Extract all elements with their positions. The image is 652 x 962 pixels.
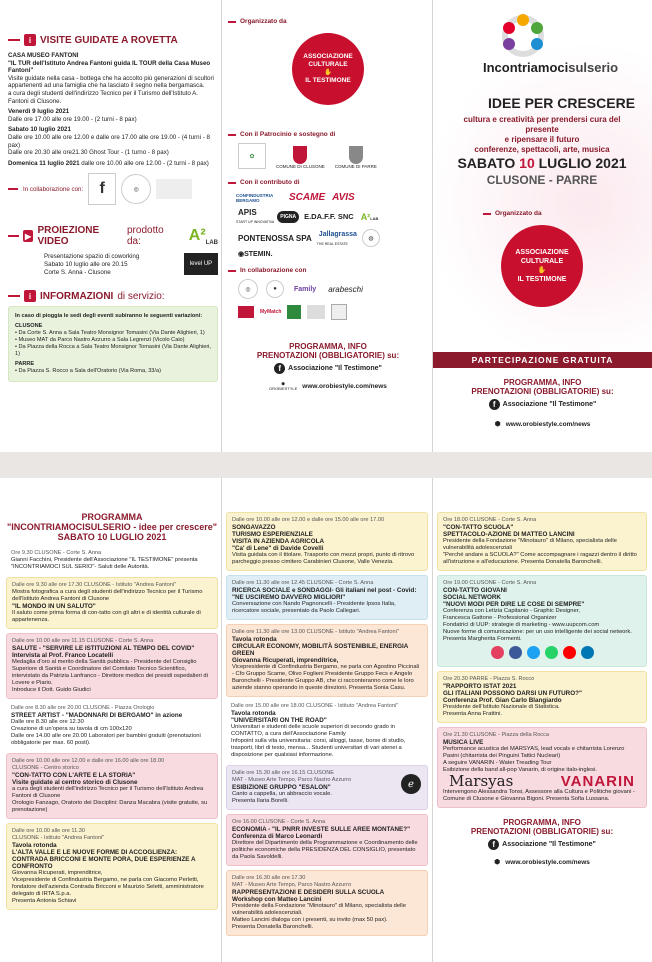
accent-bar (228, 134, 236, 136)
visits-day1: Venerdì 9 luglio 2021 (8, 108, 70, 116)
collab-logos (238, 279, 428, 299)
event-heading: ESIBIZIONE GRUPPO "ESALON" (232, 784, 331, 791)
event-heading: TURISMO ESPERIENZIALE (232, 531, 313, 538)
visits-place: CASA MUSEO FANTONI (8, 52, 79, 59)
cover-places: CLUSONE - PARRE (486, 173, 598, 187)
program-title-1: PROGRAMMA (81, 512, 143, 522)
event-heading: "CON-TATTO CON L'ARTE E LA STORIA" (12, 772, 136, 779)
sponsor-jallagrassa (317, 229, 359, 247)
cover-sub2: e ripensare il futuro (504, 135, 580, 144)
event-heading: Giovanna Ricuperati, imprenditrice, (232, 657, 339, 664)
accent-bar (8, 188, 18, 190)
comune-parre-label: COMUNE DI PARRE (334, 164, 377, 169)
orobie-icon: ⬢ (494, 859, 501, 866)
event-text: Presidente della Fondazione "Minotauro" di Milano, specialista delle vulnerabilità adolescenziali. (232, 903, 406, 916)
parre-crest-icon (349, 146, 363, 164)
info-clusone: CLUSONE (15, 323, 43, 330)
event-heading: RAPPRESENTAZIONI E DESIDERI SULLA SCUOLA (232, 889, 385, 896)
event-text: a cura degli studenti dell'indirizzo Tecnico per il Turismo dell'Istituto Andrea Fantoni di Clusone (12, 786, 204, 799)
program-list-2 (226, 512, 428, 936)
event-time: Dalle ore 11.30 alle ore 12.45 CLUSONE - Corte S. Anna (232, 580, 374, 586)
event-music-live (437, 727, 647, 808)
facebook-icon: f (489, 399, 500, 410)
event-heading: CON-TATTO GIOVANI (443, 587, 507, 594)
fold-line (221, 478, 222, 962)
region-logo: ✿ (238, 143, 266, 169)
accent-bar (8, 295, 20, 297)
event-workshop (226, 870, 428, 936)
event-text: Mostra fotografica a cura degli studenti dell'indirizzo Tecnico per il Turismo dell'Istituto Andrea Fantoni di Clusone (12, 589, 203, 602)
twitter-icon (527, 646, 540, 659)
event-heading: Intervista al Prof. Franco Locatelli (12, 652, 114, 659)
event-text: Esibizione della band all-pop Vanarin, di origine italo-inglesi. (443, 767, 597, 773)
event-time: Ore 9.30 CLUSONE - Corte S. Anna (11, 550, 102, 556)
program-list-3 (437, 512, 647, 808)
patronage-label: Con il Patrocinio e sostegno di (240, 131, 336, 138)
event-text: Il saluto come prima forma di con-tatto con gli altri e di identità culturale di appartenenza. (12, 610, 201, 623)
event-photo-exhibit (6, 577, 218, 629)
mid-fb (228, 363, 428, 374)
right-booking (437, 818, 647, 866)
a2-lab-logo: $A^2_{LAB}$ (188, 226, 218, 246)
info-box (8, 306, 218, 382)
instagram-icon (491, 646, 504, 659)
event-time: Dalle ore 10.00 alle ore 11.30 (12, 828, 85, 834)
event-time: Dalle ore 10.00 alle ore 12.00 e dalle ore 15.00 alle ore 17.00 (232, 517, 385, 523)
program-column-3 (437, 478, 647, 962)
event-contatto-scuola (437, 512, 647, 571)
event-text: A seguire VANARIN - Water Treading Tour (443, 760, 552, 766)
info-intro: In caso di pioggia le sedi degli eventi subiranno le seguenti variazioni: (15, 313, 203, 320)
event-pnrr (226, 814, 428, 866)
event-text: Performance acustica dei MARSYAS, lead vocals e chitarrista Lorenzo Pasini (chitarrista dei Pinguini Tattici Nucleari) (443, 746, 625, 759)
event-heading: ECONOMIA - "IL PNRR INVESTE SULLE AREE MONTANE?" (232, 826, 411, 833)
sponsor-stemin: ◉STEMIN. (238, 251, 273, 258)
event-hospitality (6, 823, 218, 910)
cover-sub1: cultura e creatività per prendersi cura del presente (463, 115, 621, 134)
org-label: Organizzato da (240, 18, 287, 25)
event-heading: MUSICA LIVE (443, 739, 484, 746)
event-text: Dalle ore 14.00 alle ore 20.00 Laboratori per bambini gratuiti (prenotazioni obbligatorie per max. 60 posti). (11, 733, 201, 746)
mid-url-row (228, 381, 428, 391)
event-text: Dalle ore 8.30 alle ore 12.30 (11, 719, 84, 725)
brand-name (483, 60, 618, 75)
collab-mymatch: MyMatch (260, 309, 282, 315)
brand-ring-icon (493, 10, 553, 60)
assoc-top: ASSOCIAZIONE CULTURALE (303, 53, 353, 68)
visits-day3-time: dalle ore 10.00 alle ore 12.00 - (2 turni - 8 pax) (81, 159, 209, 167)
event-istat (437, 671, 647, 723)
accent-bar (8, 235, 19, 237)
event-text: Vicepresidente di Confindustria Bergamo, ne parla con Giacomo Perletti, fondatore dell'azienda Contrada Bricconi e Maurizio Seletti, amministratore delegato di IRTA S.p.a. (12, 877, 204, 897)
visits-title: VISITE GUIDATE A ROVETTA (40, 34, 178, 46)
sponsor-a2lab: A²LAB (360, 211, 379, 222)
cover-url[interactable]: www.orobiestyle.com/news (505, 420, 591, 428)
cover-fb (433, 399, 652, 410)
assoc-bottom: IL TESTIMONE (305, 77, 351, 84)
mid-url[interactable]: www.orobiestyle.com/news (302, 382, 387, 390)
event-opening (6, 548, 218, 573)
collab-logo-d (331, 304, 347, 320)
info-clusone-1: • Da Corte S. Anna a Sala Teatro Monsignor Tomasini (Via Dante Alighieri, 1) (15, 330, 205, 337)
cover-sub3: conferenze, spettacoli, arte, musica (474, 145, 610, 154)
cover-url-row (433, 420, 652, 428)
collab-family: Family (294, 285, 317, 293)
info-title: INFORMAZIONI (40, 290, 114, 302)
video-body (8, 253, 218, 276)
event-heading: SOCIAL NETWORK (443, 594, 501, 601)
video-line3: Corte S. Anna - Clusone (44, 268, 111, 276)
info-clusone-3: • Da Piazza della Rocca a Sala Teatro Monsignor Tomasini (Via Dante Alighieri, 1) (15, 344, 211, 358)
event-circular-economy (226, 624, 428, 697)
event-research (226, 575, 428, 620)
event-heading: STREET ARTIST - "MADONNARI DI BERGAMO" in azione (11, 712, 183, 719)
event-text: Presidente della Fondazione "Minotauro" di Milano, specialista delle vulnerabilità adolescenziali (443, 538, 617, 551)
program-title-3: SABATO 10 LUGLIO 2021 (57, 532, 167, 542)
collab-logo-a (238, 306, 254, 318)
sponsor-avis: AVIS (332, 192, 355, 203)
event-time: Dalle ore 15.00 alle ore 18.00 CLUSONE - Istituto "Andrea Fantoni" (231, 703, 399, 709)
il-testimone-logo (292, 33, 364, 105)
event-time: Dalle ore 8.30 alle ore 20.00 CLUSONE - Piazza Orologio (11, 705, 155, 711)
mid-fb-label[interactable]: Associazione "Il Testimone" (288, 365, 382, 372)
visits-body (8, 52, 218, 167)
accent-bar (483, 213, 491, 215)
event-text: Francesca Gattone - Professional Organizer (443, 615, 557, 621)
collab-arabeschi: arabeschi (328, 284, 363, 294)
cover-tagline (488, 95, 635, 111)
event-heading: "CON-TATTO SCUOLA" (443, 524, 514, 531)
right-pren: PRENOTAZIONI (OBBLIGATORIE) su: (470, 827, 614, 836)
fold-line (221, 0, 222, 452)
visits-day2-ghost: Dalle ore 20.30 alle ore21.30 Ghost Tour - (1 turno - 8 pax) (8, 149, 169, 157)
event-text: Presenta Ilaria Borelli. (232, 798, 289, 804)
brand-name-2: sulserio (568, 60, 619, 75)
a2-lab-label: LAB (205, 239, 218, 246)
contrib-header (228, 179, 428, 186)
orobie-logo: ⬢ OROBIESTYLE (269, 381, 298, 391)
collab-seal-logo: ◎ (238, 279, 258, 299)
sponsor-logos-4 (236, 249, 428, 259)
event-time: Dalle ore 10.00 alle ore 11.15 CLUSONE - Corte S. Anna (12, 638, 154, 644)
video-header (8, 225, 218, 247)
social-icons (443, 646, 641, 659)
cover-assoc-top: ASSOCIAZIONE CULTURALE (515, 249, 569, 265)
accent-bar (228, 270, 236, 272)
sponsor-logos-2 (236, 208, 428, 225)
cover-subtitle (447, 115, 637, 155)
event-text: "Perché andare a SCUOLA?" Come accompagnare i ragazzi dentro il diritto all'istruzione e all'educazione. Presenta Donatella Baronchelli. (443, 552, 637, 565)
event-time: Dalle ore 11.30 alle ore 13.00 CLUSONE - Istituto "Andrea Fantoni" (232, 629, 399, 635)
cover-fb-label[interactable]: Associazione "Il Testimone" (502, 401, 597, 408)
video-line2: Sabato 10 luglio alle ore 20.15 (44, 260, 128, 268)
event-time: Ore 19.00 CLUSONE - Corte S. Anna (443, 580, 537, 586)
event-heading: "RAPPORTO ISTAT 2021 (443, 683, 517, 690)
facebook-icon (509, 646, 522, 659)
cover-booking (433, 378, 652, 428)
event-text: Visita guidata con il titolare. Trasporto con mezzi propri, punto di ritrovo parcheggio presso cimitero Carabinieri Clusone, Valle Venezia. (232, 552, 415, 565)
brochure-outside (0, 0, 652, 452)
facebook-icon: f (274, 363, 285, 374)
event-esalon (226, 765, 428, 810)
museum-caption-graphic (156, 179, 192, 199)
visits-day2: Sabato 10 luglio 2021 (8, 126, 71, 134)
a2lab-label: LAB (370, 215, 379, 221)
collab-label: In collaborazione con (240, 267, 307, 274)
event-guided-tour (6, 753, 218, 819)
event-heading: Tavola rotonda (231, 710, 276, 717)
sponsors-column (228, 0, 428, 452)
apis-sub: START UP INNOVATIVA (236, 220, 275, 224)
mid-booking (228, 342, 428, 391)
event-heading: SONGAVAZZO (232, 524, 276, 531)
program-column-1 (6, 478, 218, 962)
visits-day2-time: Dalle ore 10.00 alle ore 12.00 e dalle ore 17.00 alle ore 19.00 - (4 turni - 8 pax) (8, 133, 210, 149)
event-text: Conferenza con Letizia Capitanio - Graphic Designer, (443, 608, 580, 614)
video-line1: Presentazione spazio di coworking (44, 253, 140, 261)
clusone-crest-icon (293, 146, 307, 164)
visits-day1-time: Dalle ore 17.00 alle ore 19.00 - (2 turni - 8 pax) (8, 115, 137, 123)
date-post: LUGLIO 2021 (538, 155, 627, 171)
event-text: Introduce il Dott. Guido Giudici (12, 687, 91, 693)
event-heading: Tavola rotonda (232, 636, 277, 643)
event-heading: "IL MONDO IN UN SALUTO" (12, 603, 96, 610)
video-title: PROIEZIONE VIDEO (37, 225, 100, 248)
cover-testimone-text: ASSOCIAZIONE CULTURALE ✋ IL TESTIMONE (501, 248, 583, 284)
event-time: Dalle ore 9.30 alle ore 17.30 CLUSONE - Istituto "Andrea Fantoni" (12, 582, 177, 588)
sponsor-circle-logo: ◍ (362, 229, 380, 247)
event-heading: GLI ITALIANI POSSONO DARSI UN FUTURO?" (443, 690, 582, 697)
event-farm-visit (226, 512, 428, 571)
date-day: 10 (519, 155, 535, 171)
event-time: Ore 20.30 PARRE - Piazza S. Rocco (443, 676, 535, 682)
event-text: Presenta Donatella Baronchelli. (232, 924, 314, 930)
sponsor-scame: SCAME (289, 192, 326, 203)
right-fb (437, 839, 647, 850)
collab-logos-2 (238, 304, 428, 320)
event-heading: "UNIVERSITARI ON THE ROAD" (231, 717, 327, 724)
fold-line (432, 478, 433, 962)
visits-collab-label: In collaborazione con: (23, 185, 84, 193)
date-pre: SABATO (457, 155, 516, 171)
event-heading: VISITA IN AZIENDA AGRICOLA (232, 538, 325, 545)
event-street-art (6, 703, 218, 749)
event-time: CLUSONE - Istituto "Andrea Fantoni" (12, 835, 105, 841)
visits-day3: Domenica 11 luglio 2021 (8, 159, 80, 167)
il-testimone-logo-text: ASSOCIAZIONE CULTURALE ✋ IL TESTIMONE (292, 53, 364, 85)
brand-logo-graphic (493, 10, 553, 60)
sponsor-logos-3 (236, 229, 428, 247)
cover-pren: PRENOTAZIONI (OBBLIGATORIE) su: (471, 387, 614, 396)
event-heading: L'ALTA VALLE E LE NUOVE FORME DI ACCOGLIENZA: CONTRADA BRICCONI E MONTE PORA, DUE ESPERIENZE A CONFRONTO (12, 849, 196, 870)
jallagrassa-sub: THE REAL ESTATE (316, 242, 348, 246)
event-text: Fondatrici di UUP: strategie di marketing - www.uupcom.com (443, 622, 600, 628)
visits-desc2: a cura degli studenti dell'indirizzo Tecnico per il Turismo dell'Istituto A. Fantoni di Clusone. (8, 89, 199, 105)
event-heading: SALUTE - "SERVIRE LE ISTITUZIONI AL TEMPO DEL COVID" (12, 645, 195, 652)
brochure-inside (0, 478, 652, 962)
event-giovani (437, 575, 647, 667)
event-text: Canto a cappella, un abbraccio vocale. (232, 791, 332, 797)
event-text: Medaglia d'oro al merito della Sanità pubblica - Presidente del Consiglio Superiore di Sanità e Coordinatore del Comitato Tecnico Scientifico, intervistato da Patrizia Lanfranco - Direttore medico dei presidi ospedalieri di Lovere e Piario. (12, 659, 208, 686)
mid-pren: PRENOTAZIONI (OBBLIGATORIE) su: (256, 351, 400, 360)
cover-org-label: Organizzato da (495, 210, 542, 217)
brand-name-1: Incontriamoci (483, 60, 569, 75)
event-heading: SPETTACOLO-AZIONE DI MATTEO LANCINI (443, 531, 575, 538)
event-text: Direttore del Dipartimento della Programmazione e Coordinamento delle politiche economiche della PRESIDENZA DEL CONSIGLIO, presentato da Paola Savoldelli. (232, 840, 418, 860)
event-heading: "Ca' di Lene" di Davide Covelli (232, 545, 324, 552)
comune-clusone-label: COMUNE DI CLUSONE (276, 164, 325, 169)
collab-round-logo: ● (266, 280, 284, 298)
event-time: Dalle ore 10.00 alle ore 12.00 e dalle ore 16.00 alle ore 18.00 (12, 758, 165, 764)
event-text: Creazione di un'opera su tavola di cm 100x120 (11, 726, 132, 732)
event-text: Nuove forme di comunicazione: per un uso intelligente dei social network. Presenta Margherita Formenti. (443, 629, 632, 642)
whatsapp-icon (545, 646, 558, 659)
event-health (6, 633, 218, 699)
event-heading: Tavola rotonda (12, 842, 57, 849)
event-text: Presenta Antonia Schiavi (12, 898, 77, 904)
event-heading: Workshop con Matteo Lancini (232, 896, 322, 903)
program-title-2: "INCONTRIAMOCISULSERIO - idee per crescere" (6, 522, 218, 532)
apis-name: APIS (238, 208, 257, 217)
cover-column (433, 0, 652, 452)
cover-testimone-logo (501, 225, 583, 307)
contrib-label: Con il contributo di (240, 179, 300, 186)
right-url[interactable]: www.orobiestyle.com/news (505, 858, 590, 866)
visits-collab (8, 173, 218, 205)
visits-tur: "IL TUR dell'Istituto Andrea Fantoni guida IL TOUR della Casa Museo Fantoni" (8, 59, 211, 75)
event-text: Orologio Fanzago, Oratorio dei Disciplini: Danza Macabra (visite gratuite, su prenotazione) (12, 800, 208, 813)
page-separator (0, 452, 652, 478)
collab-logo-b (287, 305, 301, 319)
visits-header (8, 34, 218, 46)
event-text: Matteo Lancini dialoga con i presenti, su invito (max 50 pax). (232, 917, 388, 923)
event-heading: Conferenza di Marco Leonardi (232, 833, 323, 840)
patronage-header (228, 131, 428, 138)
visits-column (8, 0, 218, 452)
museum-logo: ◎ (121, 174, 151, 204)
info-header (8, 290, 218, 302)
event-time: MAT - Museo Arte Tempo, Parco Nastro Azzurro (232, 882, 352, 888)
levelup-logo: level UP (184, 253, 218, 275)
program-column-2 (226, 478, 428, 962)
sponsor-pigna: PIGNA (277, 211, 299, 223)
event-heading: RICERCA SOCIALE e SONDAGGI- Gli italiani nel post - Covid: "NE USCIREMO DAVVERO MIGLIORI" (232, 587, 417, 601)
sponsor-pontenossa: PONTENOSSA SPA (238, 233, 312, 243)
event-time: Ore 16.00 CLUSONE - Corte S. Anna (232, 819, 326, 825)
event-heading: CIRCULAR ECONOMY, MOBILITÀ SOSTENIBILE, ENERGIA GREEN (232, 643, 409, 657)
org-header (228, 18, 428, 25)
orobie-label: OROBIESTYLE (269, 386, 298, 391)
event-text: Presenta Anna Frattini. (443, 711, 502, 717)
accent-bar (228, 21, 236, 23)
cover-org-header (483, 210, 542, 217)
facebook-icon: f (488, 839, 499, 850)
collab-logo-c (307, 305, 325, 319)
event-time: Ore 21.30 CLUSONE - Piazza della Rocca (443, 732, 550, 738)
right-prog: PROGRAMMA, INFO (503, 818, 581, 827)
jallagrassa-name: Jallagrassa (318, 231, 357, 238)
sponsor-edaff: E.DA.F.F. SNC (304, 212, 354, 221)
linkedin-icon (581, 646, 594, 659)
comune-clusone (276, 146, 325, 169)
event-heading: Visite guidate al centro storico di Clusone (12, 779, 138, 786)
stemin-name: STEMIN (244, 251, 271, 258)
event-text: Universitari e studenti delle scuole superiori di secondo grado in CONTATTO, a cura dell'Associazione Family (231, 724, 396, 737)
vanarin-logo: VANARIN (560, 773, 635, 790)
event-text: Intervengono Alessandra Tonsi, Assessore alla Cultura e Politiche giovani - Comune di Clusone e Giovanna Bigoni. Presenta Sofia Lussana. (443, 789, 635, 802)
sponsor-logos (236, 191, 428, 204)
cover-assoc-bottom: IL TESTIMONE (517, 276, 567, 283)
video-title-suffix: prodotto da: (127, 225, 164, 248)
event-heading: Conferenza Prof. Gian Carlo Blangiardo (443, 697, 562, 704)
cover-prog: PROGRAMMA, INFO (503, 378, 582, 387)
patronage-logos (238, 143, 428, 169)
orobie-icon: ⬢ (494, 421, 501, 428)
event-text: Infopoint sulla vita universitaria: corsi, alloggi, tasse, borse di studio, trasporti, libri di testo, mensa... Studenti universitari di vari atenei a disposizione per qualsiasi informazione. (231, 738, 406, 758)
youtube-icon (563, 646, 576, 659)
program-list-1 (6, 548, 218, 910)
marsyas-logo: Marsyas (449, 772, 514, 790)
visits-desc: Visite guidate nella casa - bottega che ha accolto più generazioni di scultori appartenenti ad una famiglia che ha lasciato il segno nella bergamasca. (8, 74, 214, 90)
info-icon: i (24, 34, 36, 46)
band-logos (449, 772, 635, 790)
info-title-suffix: di servizio: (117, 290, 165, 302)
cover-date (447, 155, 637, 171)
mid-prog: PROGRAMMA, INFO (289, 342, 367, 351)
event-time: CLUSONE - Centro storico (12, 765, 79, 771)
fantoni-logo: f (88, 173, 116, 205)
free-entry-banner: PARTECIPAZIONE GRATUITA (433, 352, 652, 368)
info-icon: i (24, 290, 36, 302)
collab-header (228, 267, 428, 274)
video-icon: ▶ (23, 230, 34, 242)
accent-bar (228, 182, 236, 184)
info-parre: PARRE (15, 361, 35, 368)
event-time: Dalle ore 16.30 alle ore 17.30 (232, 875, 306, 881)
sponsor-apis (236, 208, 274, 225)
video-text (44, 253, 139, 276)
event-time: Dalle ore 15.30 alle ore 16.15 CLUSONE (232, 770, 334, 776)
right-fb-label[interactable]: Associazione "Il Testimone" (502, 841, 596, 848)
info-clusone-2: • Museo MAT da Parco Nastro Azzurro a Sala Legrenzi (Vicolo Caio) (15, 337, 185, 344)
event-text: Conversazione con Nando Pagnoncelli - Presidente Ipsos Italia, ricercatore sociale, presentato da Paolo Callegari. (232, 601, 396, 614)
event-text: Gianni Facchini, Presidente dell'Associazione "IL TESTIMONE" presenta "INCONTRIAMOCI SUL SERIO"- Saluti delle Autorità. (11, 557, 198, 570)
sponsor-confindustria: CONFINDUSTRIA BERGAMO (236, 192, 274, 203)
accent-bar (8, 39, 20, 41)
right-url-row (437, 858, 647, 866)
event-time: Ore 18.00 CLUSONE - Corte S. Anna (443, 517, 537, 523)
event-text: Vicepresidente di Confindustria Bergamo, ne parla con Agostino Piccinali - Cfo Gruppo Scame, Olivo Foglieni Presidente Gruppo Fecs e Angelo Baronchelli - Presidente Gruppo AB, che ci racconteranno come le loro aziende stanno operando in queste direzioni. Presenta Sonia Casu. (232, 664, 420, 691)
event-time: MAT - Museo Arte Tempo, Parco Nastro Azzurro (232, 777, 352, 783)
event-heading: "NUOVI MODI PER DIRE LE COSE DI SEMPRE" (443, 601, 585, 608)
event-text: Presidente dell'Istituto Nazionale di Statistica. (443, 704, 560, 710)
info-parre-1: • Da Piazza S. Rocco a Sala dell'Oratorio (Via Roma, 33/a) (15, 368, 161, 375)
event-universitari (226, 701, 428, 761)
event-text: Giovanna Ricuperati, imprenditrice, (12, 870, 103, 876)
comune-parre (335, 146, 377, 169)
cover-tag: IDEE PER CRESCERE (488, 95, 636, 111)
esalon-logo-icon: ℯ (401, 774, 421, 794)
program-title (6, 512, 218, 542)
